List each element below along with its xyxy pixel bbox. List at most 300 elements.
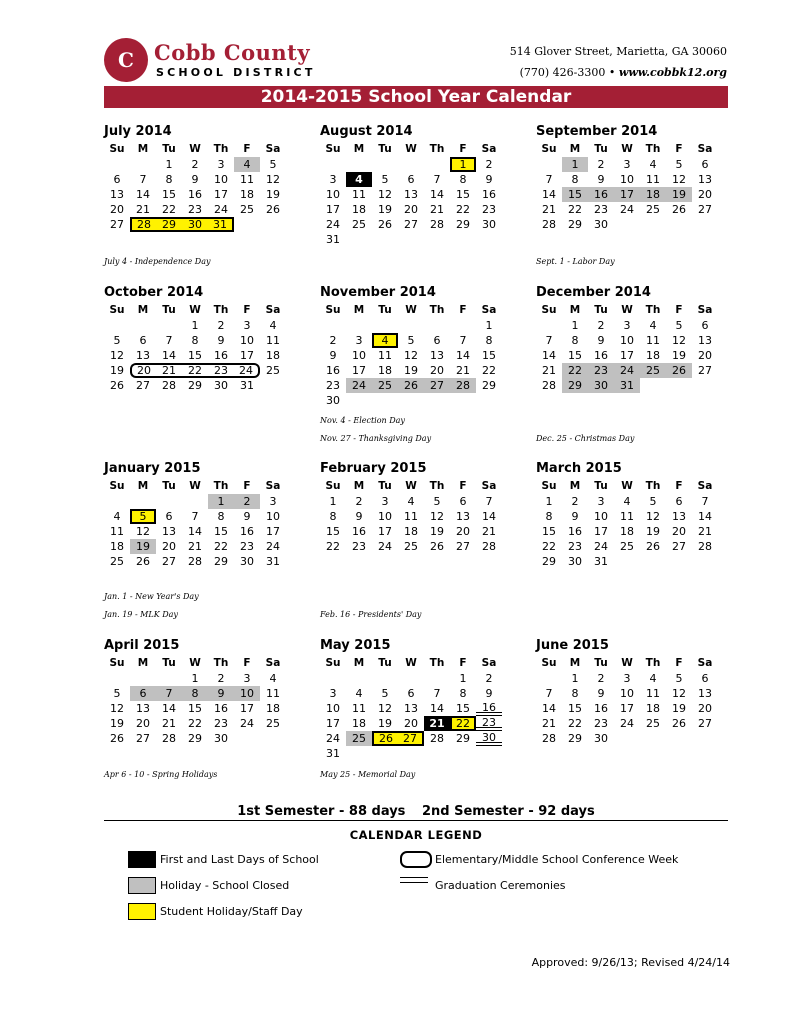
empty-day <box>372 157 398 172</box>
weekday-label: Tu <box>162 657 176 669</box>
calendar-day: 26 <box>378 218 392 231</box>
calendar-day: 11 <box>404 510 418 523</box>
calendar-day: 3 <box>243 672 251 685</box>
weekday-label: F <box>675 657 683 669</box>
calendar-day: 6 <box>701 672 709 685</box>
weekday-label: Tu <box>594 657 608 669</box>
calendar-day: 20 <box>456 525 470 538</box>
calendar-day: 28 <box>542 732 556 745</box>
weekday-label: Su <box>541 657 557 669</box>
holiday-swatch <box>128 877 156 894</box>
weekday-label: Th <box>429 480 445 492</box>
calendar-day: 14 <box>430 702 444 715</box>
weekday-label: F <box>243 304 251 316</box>
empty-day <box>398 671 424 686</box>
calendar-day: 8 <box>571 173 579 186</box>
calendar-day: 23 <box>208 363 234 378</box>
empty-day <box>320 157 346 172</box>
calendar-day: 21 <box>456 364 470 377</box>
calendar-day: 5 <box>433 495 441 508</box>
weekday-label: M <box>137 657 149 669</box>
calendar-day: 2 <box>234 494 260 509</box>
calendar-day: 8 <box>217 510 225 523</box>
calendar-day: 23 <box>594 203 608 216</box>
calendar-day: 4 <box>649 158 657 171</box>
calendar-day: 24 <box>214 203 228 216</box>
calendar-day: 7 <box>545 173 553 186</box>
empty-day <box>424 318 450 333</box>
calendar-day: 20 <box>698 188 712 201</box>
calendar-day: 21 <box>162 717 176 730</box>
calendar-day: 2 <box>329 334 337 347</box>
note-christmas: Dec. 25 - Christmas Day <box>536 434 635 443</box>
calendar-day: 4 <box>269 319 277 332</box>
weekday-label: Sa <box>265 657 281 669</box>
month-title: September 2014 <box>536 124 658 139</box>
weekday-label: Tu <box>594 143 608 155</box>
weekday-label: Sa <box>697 304 713 316</box>
calendar-day: 15 <box>188 349 202 362</box>
calendar-day: 24 <box>234 363 260 378</box>
calendar-day: 22 <box>542 540 556 553</box>
month-grid <box>320 142 506 247</box>
calendar-day: 24 <box>326 218 340 231</box>
calendar-day: 2 <box>597 158 605 171</box>
calendar-day: 22 <box>568 203 582 216</box>
weekday-label: Tu <box>594 480 608 492</box>
calendar-day: 16 <box>240 525 254 538</box>
calendar-day: 13 <box>110 188 124 201</box>
weekday-label: M <box>569 480 581 492</box>
empty-day <box>104 157 130 172</box>
calendar-day: 10 <box>352 349 366 362</box>
calendar-day: 29 <box>568 732 582 745</box>
calendar-day: 15 <box>568 349 582 362</box>
calendar-day: 17 <box>326 717 340 730</box>
calendar-day: 4 <box>649 319 657 332</box>
weekday-label: F <box>675 480 683 492</box>
weekday-label: Th <box>429 304 445 316</box>
month-title: February 2015 <box>320 461 427 476</box>
empty-day <box>156 494 182 509</box>
calendar-day: 14 <box>698 510 712 523</box>
month-grid <box>536 656 722 746</box>
weekday-label: W <box>405 143 417 155</box>
calendar-day: 1 <box>450 157 476 172</box>
legend-divider <box>104 820 728 821</box>
weekday-label: Sa <box>697 657 713 669</box>
weekday-label: Su <box>325 143 341 155</box>
weekday-label: Su <box>109 143 125 155</box>
calendar-day: 3 <box>269 495 277 508</box>
calendar-day: 26 <box>110 732 124 745</box>
weekday-label: Su <box>109 657 125 669</box>
calendar-day: 13 <box>136 349 150 362</box>
weekday-label: Th <box>429 143 445 155</box>
month-december-2014 <box>536 285 722 393</box>
calendar-day: 6 <box>433 334 441 347</box>
weekday-label: Th <box>213 304 229 316</box>
weekday-label: W <box>189 657 201 669</box>
calendar-day: 28 <box>188 555 202 568</box>
calendar-day: 11 <box>620 510 634 523</box>
calendar-day: 30 <box>568 555 582 568</box>
calendar-day: 9 <box>597 687 605 700</box>
calendar-day: 14 <box>456 349 470 362</box>
weekday-label: Tu <box>378 657 392 669</box>
weekday-label: Su <box>109 304 125 316</box>
calendar-day: 14 <box>542 702 556 715</box>
calendar-day: 7 <box>165 334 173 347</box>
month-grid <box>320 479 506 554</box>
month-title: October 2014 <box>104 285 204 300</box>
calendar-day: 6 <box>701 158 709 171</box>
note-memorial-day: May 25 - Memorial Day <box>320 770 416 779</box>
weekday-label: F <box>243 657 251 669</box>
calendar-day: 15 <box>456 188 470 201</box>
calendar-day: 8 <box>182 686 208 701</box>
calendar-day: 12 <box>672 173 686 186</box>
calendar-day: 22 <box>482 364 496 377</box>
calendar-day: 14 <box>482 510 496 523</box>
district-contact <box>427 66 727 79</box>
calendar-day: 12 <box>404 349 418 362</box>
calendar-day: 20 <box>130 363 156 378</box>
weekday-label: Su <box>325 304 341 316</box>
district-website-link[interactable]: www.cobbk12.org <box>618 66 727 79</box>
legend-first-last <box>128 851 348 871</box>
calendar-day: 25 <box>346 731 372 746</box>
month-title: August 2014 <box>320 124 413 139</box>
calendar-day: 23 <box>240 540 254 553</box>
note-mlk-day: Jan. 19 - MLK Day <box>104 610 178 619</box>
weekday-label: W <box>189 480 201 492</box>
calendar-day: 17 <box>266 525 280 538</box>
calendar-day: 24 <box>620 717 634 730</box>
calendar-day: 21 <box>136 203 150 216</box>
calendar-day: 13 <box>456 510 470 523</box>
empty-day <box>104 671 130 686</box>
weekday-label: W <box>405 304 417 316</box>
weekday-label: W <box>621 304 633 316</box>
calendar-day: 28 <box>482 540 496 553</box>
calendar-day: 13 <box>430 349 444 362</box>
calendar-day: 20 <box>430 364 444 377</box>
approval-date: Approved: 9/26/13; Revised 4/24/14 <box>531 956 730 969</box>
weekday-label: W <box>405 480 417 492</box>
conference-swatch <box>400 851 432 868</box>
calendar-day: 25 <box>110 555 124 568</box>
calendar-day: 7 <box>156 686 182 701</box>
empty-day <box>346 671 372 686</box>
calendar-day: 22 <box>326 540 340 553</box>
calendar-day: 2 <box>191 158 199 171</box>
weekday-label: Su <box>325 480 341 492</box>
calendar-day: 27 <box>698 364 712 377</box>
calendar-day: 24 <box>266 540 280 553</box>
calendar-day: 19 <box>378 203 392 216</box>
calendar-day: 16 <box>188 188 202 201</box>
weekday-label: W <box>621 657 633 669</box>
weekday-label: Sa <box>481 304 497 316</box>
calendar-day: 4 <box>407 495 415 508</box>
calendar-day: 27 <box>136 379 150 392</box>
calendar-day: 28 <box>162 379 176 392</box>
calendar-day: 27 <box>162 555 176 568</box>
weekday-label: M <box>353 657 365 669</box>
weekday-label: Th <box>213 143 229 155</box>
month-august-2014 <box>320 124 506 247</box>
empty-day <box>320 318 346 333</box>
calendar-day: 26 <box>646 540 660 553</box>
weekday-label: Th <box>645 304 661 316</box>
weekday-label: Th <box>213 657 229 669</box>
calendar-day: 4 <box>372 333 398 348</box>
calendar-day: 4 <box>113 510 121 523</box>
month-grid <box>536 479 722 569</box>
weekday-label: Su <box>109 480 125 492</box>
calendar-day: 13 <box>404 188 418 201</box>
first-last-swatch <box>128 851 156 868</box>
second-semester: 2nd Semester - 92 days <box>421 804 595 819</box>
calendar-day: 8 <box>165 173 173 186</box>
calendar-day: 24 <box>378 540 392 553</box>
month-title: January 2015 <box>104 461 201 476</box>
calendar-day: 11 <box>378 349 392 362</box>
calendar-day: 19 <box>646 525 660 538</box>
calendar-day: 27 <box>424 378 450 393</box>
calendar-day: 28 <box>542 218 556 231</box>
calendar-day: 9 <box>571 510 579 523</box>
month-october-2014 <box>104 285 290 393</box>
calendar-day: 11 <box>110 525 124 538</box>
calendar-day: 1 <box>165 158 173 171</box>
calendar-day: 13 <box>404 702 418 715</box>
calendar-day: 27 <box>110 218 124 231</box>
weekday-label: Tu <box>378 480 392 492</box>
calendar-day: 30 <box>240 555 254 568</box>
calendar-day: 20 <box>136 717 150 730</box>
weekday-label: Sa <box>697 480 713 492</box>
calendar-day: 28 <box>130 217 156 232</box>
calendar-day: 9 <box>329 349 337 362</box>
legend-conference <box>400 851 720 871</box>
calendar-day: 29 <box>542 555 556 568</box>
calendar-day: 24 <box>614 363 640 378</box>
calendar-day: 24 <box>594 540 608 553</box>
calendar-day: 14 <box>188 525 202 538</box>
calendar-day: 26 <box>266 203 280 216</box>
weekday-label: M <box>353 480 365 492</box>
calendar-day: 20 <box>672 525 686 538</box>
calendar-day: 26 <box>672 717 686 730</box>
calendar-day: 26 <box>372 731 398 746</box>
empty-day <box>372 318 398 333</box>
calendar-day: 14 <box>430 188 444 201</box>
calendar-day: 26 <box>666 363 692 378</box>
calendar-day: 6 <box>139 334 147 347</box>
calendar-day: 11 <box>646 687 660 700</box>
calendar-day: 6 <box>407 687 415 700</box>
calendar-day: 25 <box>646 203 660 216</box>
calendar-day: 16 <box>476 701 502 716</box>
calendar-day: 12 <box>266 173 280 186</box>
calendar-day: 29 <box>214 555 228 568</box>
month-grid <box>104 303 290 393</box>
calendar-day: 25 <box>352 218 366 231</box>
calendar-day: 8 <box>459 687 467 700</box>
calendar-day: 20 <box>698 702 712 715</box>
calendar-day: 8 <box>329 510 337 523</box>
calendar-day: 20 <box>162 540 176 553</box>
logo-emblem-icon: C <box>104 38 148 82</box>
contact-separator: • <box>605 66 619 79</box>
calendar-day: 22 <box>456 203 470 216</box>
calendar-day: 29 <box>188 379 202 392</box>
calendar-day: 26 <box>110 379 124 392</box>
calendar-day: 7 <box>545 334 553 347</box>
calendar-day: 23 <box>352 540 366 553</box>
calendar-day: 28 <box>162 732 176 745</box>
calendar-day: 11 <box>240 173 254 186</box>
calendar-day: 23 <box>476 716 502 731</box>
calendar-day: 30 <box>594 732 608 745</box>
calendar-day: 7 <box>433 173 441 186</box>
calendar-day: 17 <box>378 525 392 538</box>
calendar-day: 19 <box>666 187 692 202</box>
calendar-day: 3 <box>355 334 363 347</box>
weekday-label: W <box>621 143 633 155</box>
empty-day <box>156 671 182 686</box>
calendar-day: 19 <box>110 364 124 377</box>
district-subtitle: SCHOOL DISTRICT <box>156 66 316 79</box>
calendar-day: 4 <box>234 157 260 172</box>
calendar-day: 2 <box>217 319 225 332</box>
weekday-label: M <box>569 657 581 669</box>
calendar-day: 21 <box>188 540 202 553</box>
calendar-day: 5 <box>381 687 389 700</box>
district-address: 514 Glover Street, Marietta, GA 30060 <box>509 45 727 58</box>
calendar-day: 15 <box>562 187 588 202</box>
calendar-day: 20 <box>404 717 418 730</box>
calendar-day: 22 <box>214 540 228 553</box>
calendar-day: 25 <box>266 717 280 730</box>
calendar-day: 6 <box>407 173 415 186</box>
calendar-day: 13 <box>698 687 712 700</box>
calendar-day: 8 <box>485 334 493 347</box>
calendar-day: 21 <box>698 525 712 538</box>
calendar-day: 8 <box>191 334 199 347</box>
calendar-day: 1 <box>545 495 553 508</box>
calendar-day: 10 <box>620 173 634 186</box>
calendar-day: 26 <box>136 555 150 568</box>
weekday-label: F <box>675 304 683 316</box>
empty-day <box>104 318 130 333</box>
calendar-day: 27 <box>698 203 712 216</box>
calendar-day: 12 <box>672 334 686 347</box>
legend-student-holiday <box>128 903 348 923</box>
weekday-label: Th <box>645 657 661 669</box>
calendar-day: 10 <box>620 687 634 700</box>
calendar-day: 1 <box>459 672 467 685</box>
calendar-day: 5 <box>113 334 121 347</box>
empty-day <box>104 494 130 509</box>
calendar-day: 4 <box>623 495 631 508</box>
calendar-day: 18 <box>352 717 366 730</box>
calendar-day: 15 <box>482 349 496 362</box>
calendar-day: 20 <box>110 203 124 216</box>
legend-holiday <box>128 877 348 897</box>
calendar-day: 1 <box>485 319 493 332</box>
calendar-day: 29 <box>568 218 582 231</box>
calendar-day: 2 <box>485 672 493 685</box>
calendar-day: 16 <box>588 187 614 202</box>
calendar-day: 13 <box>162 525 176 538</box>
calendar-day: 7 <box>545 687 553 700</box>
calendar-day: 18 <box>404 525 418 538</box>
calendar-day: 13 <box>136 702 150 715</box>
calendar-day: 1 <box>329 495 337 508</box>
calendar-day: 30 <box>326 394 340 407</box>
calendar-day: 6 <box>459 495 467 508</box>
empty-day <box>536 157 562 172</box>
calendar-day: 23 <box>588 363 614 378</box>
weekday-label: F <box>459 143 467 155</box>
calendar-day: 24 <box>620 203 634 216</box>
calendar-day: 17 <box>240 702 254 715</box>
month-grid <box>104 656 290 746</box>
calendar-day: 6 <box>165 510 173 523</box>
calendar-day: 19 <box>404 364 418 377</box>
calendar-day: 21 <box>430 203 444 216</box>
calendar-day: 16 <box>214 349 228 362</box>
month-title: November 2014 <box>320 285 436 300</box>
calendar-day: 26 <box>430 540 444 553</box>
calendar-day: 11 <box>352 702 366 715</box>
calendar-day: 8 <box>571 687 579 700</box>
semester-summary <box>104 804 728 819</box>
calendar-day: 5 <box>675 319 683 332</box>
weekday-label: M <box>137 480 149 492</box>
calendar-day: 1 <box>571 319 579 332</box>
calendar-day: 12 <box>672 687 686 700</box>
calendar-day: 7 <box>459 334 467 347</box>
calendar-day: 19 <box>110 717 124 730</box>
month-title: July 2014 <box>104 124 172 139</box>
empty-day <box>424 671 450 686</box>
calendar-day: 15 <box>326 525 340 538</box>
month-grid <box>536 303 722 393</box>
calendar-day: 21 <box>542 203 556 216</box>
calendar-day: 1 <box>562 157 588 172</box>
calendar-day: 20 <box>698 349 712 362</box>
calendar-day: 18 <box>646 349 660 362</box>
calendar-day: 28 <box>542 379 556 392</box>
holiday-label: Holiday - School Closed <box>160 879 290 892</box>
calendar-day: 7 <box>433 687 441 700</box>
calendar-day: 14 <box>542 188 556 201</box>
calendar-day: 23 <box>326 379 340 392</box>
calendar-day: 11 <box>352 188 366 201</box>
calendar-day: 14 <box>542 349 556 362</box>
calendar-day: 25 <box>640 363 666 378</box>
calendar-day: 3 <box>597 495 605 508</box>
calendar-day: 3 <box>623 158 631 171</box>
calendar-day: 13 <box>698 334 712 347</box>
month-january-2015 <box>104 461 290 569</box>
weekday-label: F <box>675 143 683 155</box>
calendar-day: 10 <box>378 510 392 523</box>
